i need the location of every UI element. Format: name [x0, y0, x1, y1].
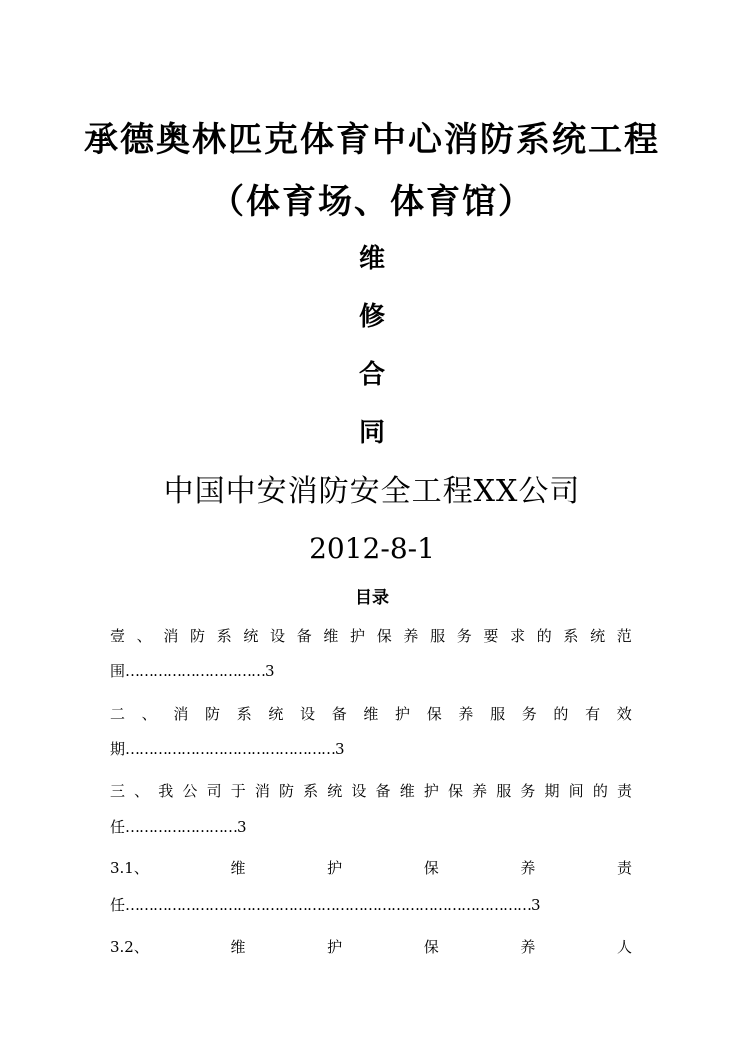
- toc-glyph: 务: [456, 627, 472, 645]
- toc-glyph: 间: [568, 782, 584, 800]
- toc-glyph: 备: [375, 782, 391, 800]
- toc-entry-3-1-line-1[interactable]: [110, 856, 632, 880]
- toc-glyph: 备: [296, 627, 312, 645]
- toc-entry-3-2-line-1[interactable]: [110, 935, 632, 959]
- toc-glyph: 有: [585, 705, 601, 723]
- toc-glyph: 备: [331, 705, 347, 723]
- toc-glyph: 防: [190, 627, 206, 645]
- toc-glyph: 的: [592, 782, 608, 800]
- toc-glyph: 保: [423, 938, 439, 956]
- toc-glyph: 维: [323, 627, 339, 645]
- toc-glyph: 务: [520, 782, 536, 800]
- toc-glyph: 效: [616, 705, 632, 723]
- toc-glyph: 设: [351, 782, 367, 800]
- toc-glyph: 统: [243, 627, 259, 645]
- toc-glyph: 的: [536, 627, 552, 645]
- toc-glyph: 护: [327, 859, 343, 877]
- toc-glyph: 人: [616, 938, 632, 956]
- toc-page-number: 3: [265, 662, 275, 680]
- toc-entry-2-line-1[interactable]: [110, 702, 632, 726]
- toc-glyph: 要: [483, 627, 499, 645]
- toc-glyph: 维: [363, 705, 379, 723]
- toc-heading: 目录: [355, 588, 389, 608]
- toc-page-number: 3: [335, 740, 345, 758]
- toc-glyph: 三: [110, 782, 126, 800]
- toc-glyph: 、: [134, 782, 150, 800]
- vertical-title-char-1: 维: [358, 244, 385, 274]
- toc-glyph: 系: [303, 782, 319, 800]
- toc-glyph: 保: [426, 705, 442, 723]
- toc-leader-dots: …………………………: [125, 662, 266, 680]
- toc-glyph: 我: [158, 782, 174, 800]
- toc-leader-dots: ……………………: [125, 818, 238, 836]
- toc-glyph: 维: [399, 782, 415, 800]
- toc-glyph: 养: [520, 938, 536, 956]
- toc-glyph: 二: [110, 705, 126, 723]
- toc-glyph: 服: [430, 627, 446, 645]
- toc-glyph: 3.1、: [110, 859, 149, 877]
- toc-glyph: 责: [616, 859, 632, 877]
- toc-glyph: 、: [136, 627, 152, 645]
- toc-glyph: 养: [403, 627, 419, 645]
- toc-glyph: 养: [472, 782, 488, 800]
- toc-page-number: 3: [531, 896, 541, 914]
- toc-glyph: 统: [590, 627, 606, 645]
- toc-glyph: 系: [216, 627, 232, 645]
- toc-glyph: 保: [423, 859, 439, 877]
- toc-glyph: 护: [327, 938, 343, 956]
- toc-entry-text: 任: [110, 818, 126, 836]
- toc-glyph: 养: [458, 705, 474, 723]
- title-line-2: （体育场、体育馆）: [210, 182, 534, 222]
- toc-glyph: 统: [327, 782, 343, 800]
- vertical-title-char-4: 同: [358, 418, 385, 448]
- toc-entry-3-line-2[interactable]: [110, 815, 632, 839]
- toc-glyph: 壹: [110, 627, 126, 645]
- toc-glyph: 维: [230, 859, 246, 877]
- toc-glyph: 、: [141, 705, 157, 723]
- toc-glyph: 服: [496, 782, 512, 800]
- toc-glyph: 于: [230, 782, 246, 800]
- toc-glyph: 养: [520, 859, 536, 877]
- toc-glyph: 设: [300, 705, 316, 723]
- toc-glyph: 消: [173, 705, 189, 723]
- toc-glyph: 期: [544, 782, 560, 800]
- toc-entry-2-line-2[interactable]: [110, 737, 632, 761]
- toc-entry-text: 任: [110, 896, 126, 914]
- toc-glyph: 护: [423, 782, 439, 800]
- toc-glyph: 司: [206, 782, 222, 800]
- toc-glyph: 服: [490, 705, 506, 723]
- toc-glyph: 保: [376, 627, 392, 645]
- toc-glyph: 求: [510, 627, 526, 645]
- toc-glyph: 系: [236, 705, 252, 723]
- title-line-1: 承德奥林匹克体育中心消防系统工程: [84, 120, 660, 160]
- toc-page-number: 3: [237, 818, 247, 836]
- toc-glyph: 护: [350, 627, 366, 645]
- toc-leader-dots: ……………………………………………………………………………: [125, 896, 532, 914]
- toc-glyph: 务: [521, 705, 537, 723]
- vertical-title-char-3: 合: [358, 360, 385, 390]
- toc-glyph: 公: [182, 782, 198, 800]
- toc-glyph: 防: [278, 782, 294, 800]
- toc-glyph: 设: [270, 627, 286, 645]
- toc-glyph: 维: [230, 938, 246, 956]
- toc-glyph: 消: [163, 627, 179, 645]
- toc-entry-text: 围: [110, 662, 126, 680]
- toc-leader-dots: ………………………………………: [125, 740, 336, 758]
- toc-entry-3-1-line-2[interactable]: [110, 893, 632, 917]
- document-date: 2012-8-1: [309, 532, 435, 565]
- toc-glyph: 3.2、: [110, 938, 149, 956]
- vertical-title-char-2: 修: [358, 302, 385, 332]
- toc-entry-1-line-1[interactable]: [110, 624, 632, 648]
- toc-glyph: 消: [254, 782, 270, 800]
- toc-glyph: 系: [563, 627, 579, 645]
- company-name: 中国中安消防安全工程XX公司: [163, 474, 581, 509]
- toc-glyph: 防: [205, 705, 221, 723]
- toc-glyph: 责: [616, 782, 632, 800]
- toc-glyph: 范: [616, 627, 632, 645]
- toc-glyph: 统: [268, 705, 284, 723]
- toc-entry-text: 期: [110, 740, 126, 758]
- toc-glyph: 护: [395, 705, 411, 723]
- toc-entry-3-line-1[interactable]: [110, 779, 632, 803]
- toc-entry-1-line-2[interactable]: [110, 659, 632, 683]
- toc-glyph: 保: [447, 782, 463, 800]
- toc-glyph: 的: [553, 705, 569, 723]
